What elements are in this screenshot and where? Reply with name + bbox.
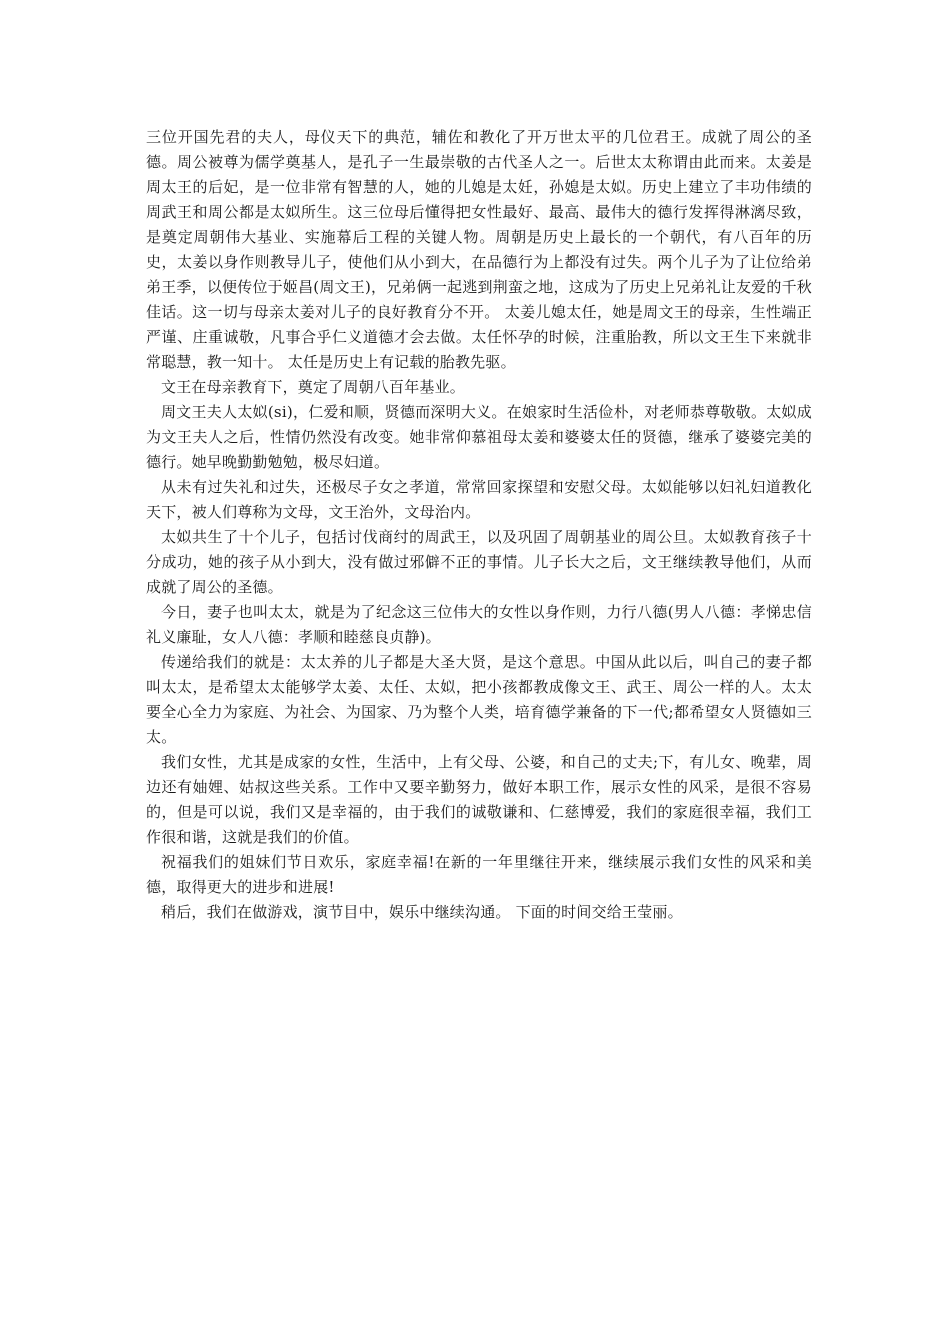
paragraph-8: 我们女性，尤其是成家的女性，生活中，上有父母、公婆，和自己的丈夫;下，有儿女、晚辈，周边还有妯娌、姑叔这些关系。工作中又要辛勤努力，做好本职工作，展示女性的风采，是很不容易的，但是可以说，我们又是幸福的，由于我们的诚敬谦和、仁慈博爱，我们的家庭很幸福，我们工作很和谐，这就是我们的价值。 [146, 753, 812, 846]
paragraph-2: 文王在母亲教育下，奠定了周朝八百年基业。 [161, 378, 466, 396]
paragraph-1: 三位开国先君的夫人，母仪天下的典范，辅佐和教化了开万世太平的几位君王。成就了周公的圣德。周公被尊为儒学奠基人，是孔子一生最崇敬的古代圣人之一。后世太太称谓由此而来。太姜是周太王的后妃，是一位非常有智慧的人，她的儿媳是太妊，孙媳是太姒。历史上建立了丰功伟绩的周武王和周公都是太姒所生。这三位母后懂得把女性最好、最高、最伟大的德行发挥得淋漓尽致，是奠定周朝伟大基业、实施幕后工程的关键人物。周朝是历史上最长的一个朝代，有八百年的历史，太姜以身作则教导儿子，使他们从小到大，在品德行为上都没有过失。两个儿子为了让位给弟弟王季，以便传位于姬昌(周文王)，兄弟俩一起逃到荆蛮之地，这成为了历史上兄弟礼让友爱的千秋佳话。这一切与母亲太姜对儿子的良好教育分不开。 太姜儿媳太任，她是周文王的母亲，生性端正严谨、庄重诚敬，凡事合乎仁义道德才会去做。太任怀孕的时候，注重胎教，所以文王生下来就非常聪慧，教一知十。 太任是历史上有记载的胎教先驱。 [146, 128, 812, 371]
paragraph-3: 周文王夫人太姒(si)，仁爱和顺，贤德而深明大义。在娘家时生活俭朴，对老师恭尊敬敬。太姒成为文王夫人之后，性情仍然没有改变。她非常仰慕祖母太姜和婆婆太任的贤德，继承了婆婆完美的德行。她早晚勤勤勉勉，极尽妇道。 [146, 403, 812, 471]
paragraph-10: 稍后，我们在做游戏，演节目中，娱乐中继续沟通。 下面的时间交给王莹丽。 [161, 903, 683, 921]
paragraph-9: 祝福我们的姐妹们节日欢乐，家庭幸福!在新的一年里继往开来，继续展示我们女性的风采和美德，取得更大的进步和进展! [146, 853, 812, 896]
paragraph-7: 传递给我们的就是：太太养的儿子都是大圣大贤，是这个意思。中国从此以后，叫自己的妻子都叫太太，是希望太太能够学太姜、太任、太姒，把小孩都教成像文王、武王、周公一样的人。太太要全心全力为家庭、为社会、为国家、乃为整个人类，培育德学兼备的下一代;都希望女人贤德如三太。 [146, 653, 812, 746]
paragraph-6: 今日，妻子也叫太太，就是为了纪念这三位伟大的女性以身作则，力行八德(男人八德：孝悌忠信礼义廉耻，女人八德：孝顺和睦慈良贞静)。 [146, 603, 812, 646]
document-body [146, 125, 812, 925]
paragraph-5: 太姒共生了十个儿子，包括讨伐商纣的周武王，以及巩固了周朝基业的周公旦。太姒教育孩子十分成功，她的孩子从小到大，没有做过邪僻不正的事情。儿子长大之后，文王继续教导他们，从而成就了周公的圣德。 [146, 528, 812, 596]
paragraph-4: 从未有过失礼和过失，还极尽子女之孝道，常常回家探望和安慰父母。太姒能够以妇礼妇道教化天下，被人们尊称为文母，文王治外，文母治内。 [146, 478, 812, 521]
